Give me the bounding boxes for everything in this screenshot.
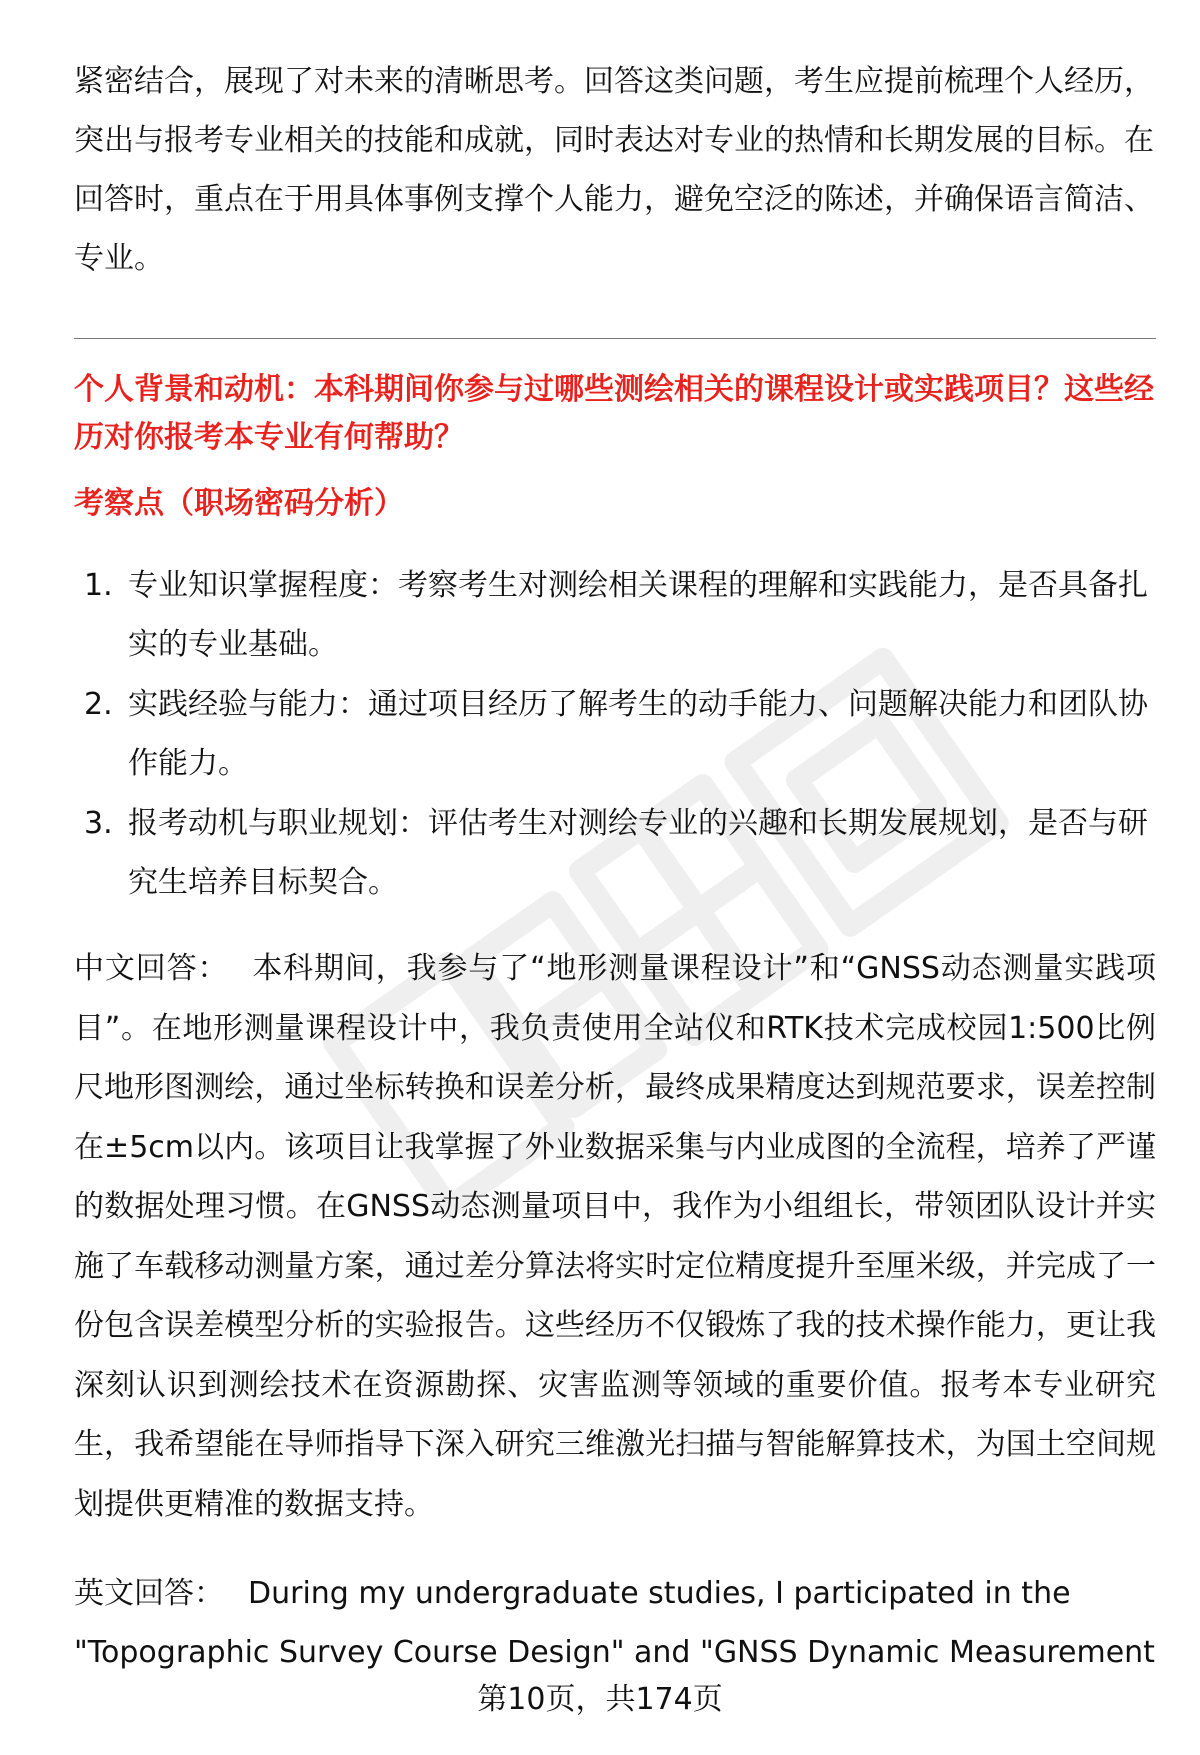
question-heading: 个人背景和动机：本科期间你参与过哪些测绘相关的课程设计或实践项目？这些经历对你报考本专业有何帮助？	[74, 372, 1154, 455]
list-number: 2.	[84, 687, 113, 722]
english-answer-text: During my undergraduate studies, I participated in the "Topographic Survey Course Design" and "GNSS Dynamic Measurement	[74, 1576, 1155, 1670]
chinese-answer-label: 中文回答：	[74, 951, 229, 986]
assessment-heading: 考察点（职场密码分析）	[74, 486, 404, 521]
list-item-text: 实践经验与能力：通过项目经历了解考生的动手能力、问题解决能力和团队协作能力。	[128, 687, 1148, 781]
list-item-text: 专业知识掌握程度：考察考生对测绘相关课程的理解和实践能力，是否具备扎实的专业基础。	[128, 568, 1148, 662]
list-number: 1.	[84, 568, 113, 603]
english-answer	[74, 1564, 1156, 1682]
assessment-list	[74, 556, 1156, 913]
list-item-text: 报考动机与职业规划：评估考生对测绘专业的兴趣和长期发展规划，是否与研究生培养目标契合。	[128, 806, 1148, 900]
section-divider	[74, 338, 1156, 339]
intro-section	[74, 52, 1154, 288]
list-item	[74, 675, 1156, 793]
intro-paragraph: 紧密结合，展现了对未来的清晰思考。回答这类问题，考生应提前梳理个人经历，突出与报考专业相关的技能和成就，同时表达对专业的热情和长期发展的目标。在回答时，重点在于用具体事例支撑个人能力，避免空泛的陈述，并确保语言简洁、专业。	[74, 64, 1154, 276]
list-number: 3.	[84, 806, 113, 841]
english-answer-label: 英文回答：	[74, 1576, 224, 1611]
chinese-answer-text: 本科期间，我参与了“地形测量课程设计”和“GNSS动态测量实践项目”。在地形测量课程设计中，我负责使用全站仪和RTK技术完成校园1:500比例尺地形图测绘，通过坐标转换和误差分析，最终成果精度达到规范要求，误差控制在±5cm以内。该项目让我掌握了外业数据采集与内业成图的全流程，培养了严谨的数据处理习惯。在GNSS动态测量项目中，我作为小组组长，带领团队设计并实施了车载移动测量方案，通过差分算法将实时定位精度提升至厘米级，并完成了一份包含误差模型分析的实验报告。这些经历不仅锻炼了我的技术操作能力，更让我深刻认识到测绘技术在资源勘探、灾害监测等领域的重要价值。报考本专业研究生，我希望能在导师指导下深入研究三维激光扫描与智能解算技术，为国土空间规划提供更精准的数据支持。	[74, 951, 1156, 1522]
list-item	[74, 794, 1156, 912]
chinese-answer	[74, 939, 1156, 1534]
page-footer: 第10页，共174页	[0, 1676, 1200, 1724]
list-item	[74, 556, 1156, 674]
